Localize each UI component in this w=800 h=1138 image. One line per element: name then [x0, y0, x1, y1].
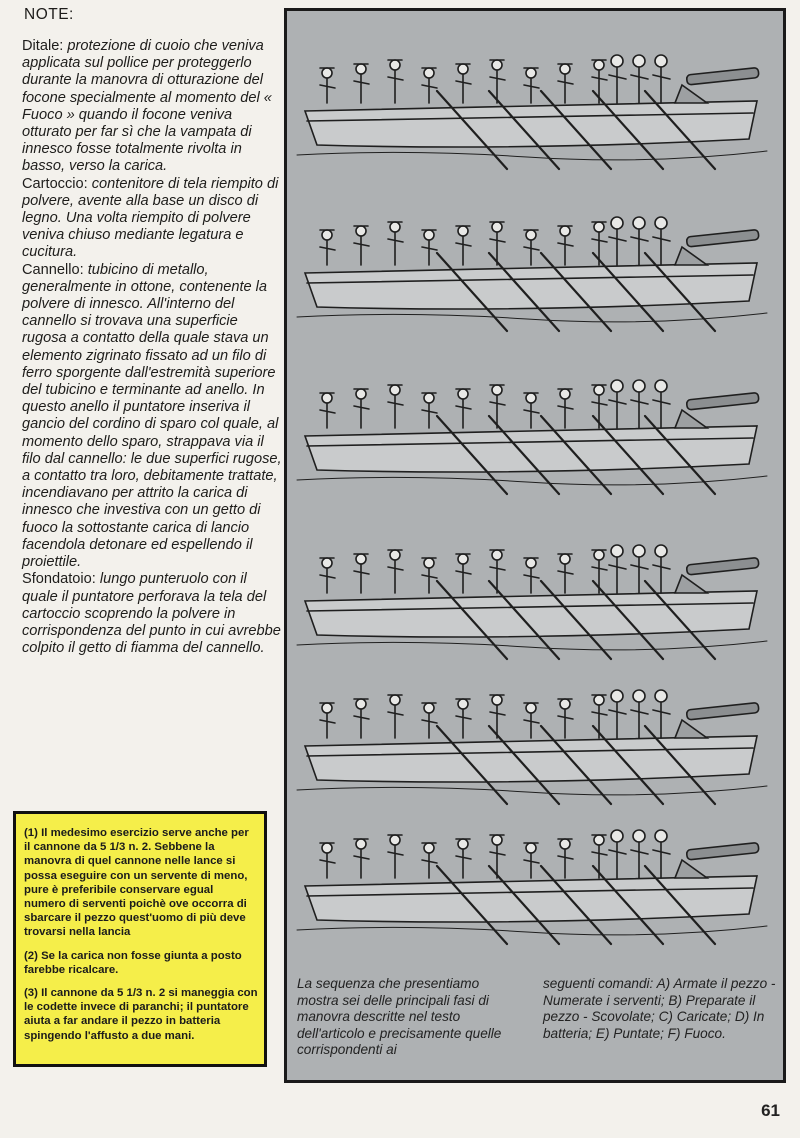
- crew-head: [390, 550, 400, 560]
- crew-body: [524, 853, 539, 878]
- crew-head: [424, 558, 434, 568]
- gunner-body: [631, 67, 648, 103]
- crew-body: [456, 74, 471, 103]
- cannon-carriage: [675, 575, 707, 593]
- crew-head: [594, 695, 604, 705]
- water-line: [297, 641, 767, 650]
- crew-body: [490, 395, 505, 428]
- crew-body: [558, 236, 573, 265]
- caption-part-2: seguenti comandi: A) Armate il pezzo - Numerate i serventi; B) Preparate il pezzo - Scovolate; C) Caricate; D) In batteria; E) Puntate; F) Fuoco.: [543, 976, 776, 1041]
- crew-body: [388, 560, 403, 593]
- crew-head: [322, 843, 332, 853]
- crew-body: [558, 709, 573, 738]
- note-term: Sfondatoio:: [22, 571, 96, 588]
- crew-body: [490, 705, 505, 738]
- water-line: [297, 476, 767, 485]
- boat-drill-illustration: [284, 8, 786, 1083]
- gunner-body: [631, 842, 648, 878]
- crew-body: [592, 232, 607, 265]
- crew-body: [592, 845, 607, 878]
- crew-body: [558, 849, 573, 878]
- gunner-body: [609, 229, 626, 265]
- gunner-head: [611, 830, 623, 842]
- crew-body: [456, 709, 471, 738]
- crew-body: [558, 74, 573, 103]
- boat-scene: [297, 380, 767, 494]
- crew-head: [560, 226, 570, 236]
- crew-body: [456, 399, 471, 428]
- gunner-body: [631, 702, 648, 738]
- crew-head: [526, 393, 536, 403]
- gunner-body: [631, 557, 648, 593]
- crew-body: [592, 705, 607, 738]
- crew-body: [388, 845, 403, 878]
- note-definition: tubicino di metallo, generalmente in ottone, contenente la polvere di innesco. All'interno del cannello si trovava una superficie rugosa a contatto della quale stava un elemento zigrinato fissato ad un filo di ferro sporgente dall'estremità superiore del tubicino e terminante ad anello. In questo anello il puntatore inseriva il gancio del cordino di sparo col quale, al momento dello sparo, strappava via il filo dal cannello: le due superfici rugose, a contatto tra loro, debitamente trattate, incendiavano per attrito la carica di innesco che investiva con un getto di fuoco la sottostante carica di lancio facendola detonare ed espellendo il proiettile.: [22, 261, 282, 571]
- gunner-head: [633, 830, 645, 842]
- gunner-body: [631, 229, 648, 265]
- note-definition: lungo punteruolo con il quale il puntatore perforava la tela del cartoccio scoprendo la polvere in corrispondenza del punto in cui avrebbe colpito il getto di fiamma del cannello.: [22, 571, 281, 657]
- crew-body: [354, 849, 369, 878]
- gunner-body: [631, 392, 648, 428]
- page-number: 61: [761, 1101, 780, 1120]
- crew-body: [354, 74, 369, 103]
- crew-head: [356, 226, 366, 236]
- note-term: Ditale:: [22, 38, 64, 54]
- footnote-2: (2) Se la carica non fosse giunta a posto farebbe ricalcare.: [24, 949, 242, 976]
- crew-head: [594, 60, 604, 70]
- cannon-barrel: [686, 393, 759, 410]
- crew-head: [526, 843, 536, 853]
- crew-head: [322, 68, 332, 78]
- water-line: [297, 926, 767, 935]
- crew-head: [594, 835, 604, 845]
- crew-head: [526, 558, 536, 568]
- gunner-head: [655, 55, 667, 67]
- footnote-1: (1) Il medesimo esercizio serve anche per il cannone da 5 1/3 n. 2. Sebbene la manovra di quel cannone nelle lance si possa eseguire con un servente di meno, pure è preferibile conservare egual numero di serventi poichè ove occorra di sbarcare il pezzo quest'uomo di più deve trovarsi nella lancia: [24, 827, 249, 939]
- crew-body: [456, 849, 471, 878]
- crew-head: [322, 558, 332, 568]
- crew-body: [320, 713, 335, 738]
- crew-body: [320, 240, 335, 265]
- footnote-3: (3) Il cannone da 5 1/3 n. 2 si maneggia con le codette invece di paranchi; il puntatore aiuta a far andare il pezzo in batteria spingendo l'affusto a due mani.: [24, 987, 258, 1042]
- crew-head: [322, 393, 332, 403]
- note-term: Cartoccio:: [22, 175, 88, 192]
- water-line: [297, 313, 767, 322]
- water-line: [297, 151, 767, 160]
- boat-scene: [297, 545, 767, 659]
- crew-head: [390, 60, 400, 70]
- note-cannello: [22, 262, 284, 572]
- crew-body: [388, 395, 403, 428]
- crew-head: [356, 839, 366, 849]
- crew-body: [320, 853, 335, 878]
- gunner-body: [653, 557, 670, 593]
- crew-body: [592, 70, 607, 103]
- crew-head: [424, 843, 434, 853]
- cannon-carriage: [675, 85, 707, 103]
- gunner-head: [655, 217, 667, 229]
- crew-head: [458, 839, 468, 849]
- cannon-carriage: [675, 410, 707, 428]
- crew-head: [424, 703, 434, 713]
- crew-head: [492, 550, 502, 560]
- crew-body: [490, 70, 505, 103]
- crew-body: [354, 236, 369, 265]
- crew-head: [356, 699, 366, 709]
- crew-body: [490, 845, 505, 878]
- crew-head: [594, 550, 604, 560]
- gunner-head: [655, 830, 667, 842]
- crew-head: [594, 222, 604, 232]
- gunner-body: [653, 67, 670, 103]
- cannon-carriage: [675, 860, 707, 878]
- crew-head: [560, 554, 570, 564]
- crew-body: [490, 560, 505, 593]
- crew-head: [526, 230, 536, 240]
- crew-head: [458, 64, 468, 74]
- crew-head: [356, 389, 366, 399]
- crew-head: [356, 64, 366, 74]
- crew-head: [390, 385, 400, 395]
- crew-body: [524, 78, 539, 103]
- gunner-body: [653, 842, 670, 878]
- gunner-head: [655, 545, 667, 557]
- cannon-barrel: [686, 558, 759, 575]
- crew-body: [354, 564, 369, 593]
- crew-head: [458, 226, 468, 236]
- crew-body: [320, 568, 335, 593]
- boat-scene: [297, 55, 767, 169]
- caption-part-1: La sequenza che presentiamo mostra sei delle principali fasi di manovra descritte nel testo dell'articolo e precisamente quelle corrispondenti ai: [297, 976, 502, 1058]
- crew-body: [524, 403, 539, 428]
- water-line: [297, 786, 767, 795]
- notes-title: NOTE:: [24, 6, 74, 23]
- cannon-barrel: [686, 843, 759, 860]
- crew-head: [560, 839, 570, 849]
- crew-head: [458, 389, 468, 399]
- crew-head: [390, 695, 400, 705]
- crew-body: [354, 709, 369, 738]
- crew-head: [492, 60, 502, 70]
- gunner-body: [653, 229, 670, 265]
- cannon-barrel: [686, 703, 759, 720]
- gunner-head: [655, 690, 667, 702]
- cannon-carriage: [675, 720, 707, 738]
- crew-head: [322, 230, 332, 240]
- crew-body: [592, 395, 607, 428]
- gunner-head: [611, 217, 623, 229]
- crew-head: [390, 835, 400, 845]
- gunner-head: [611, 545, 623, 557]
- crew-body: [320, 403, 335, 428]
- gunner-body: [653, 392, 670, 428]
- crew-body: [592, 560, 607, 593]
- gunner-head: [633, 545, 645, 557]
- boat-scene: [297, 830, 767, 944]
- crew-head: [492, 835, 502, 845]
- gunner-body: [653, 702, 670, 738]
- boat-scene: [297, 217, 767, 331]
- crew-body: [524, 568, 539, 593]
- crew-head: [526, 68, 536, 78]
- crew-body: [524, 240, 539, 265]
- crew-head: [526, 703, 536, 713]
- note-ditale: [22, 38, 284, 176]
- crew-head: [458, 699, 468, 709]
- gunner-body: [609, 392, 626, 428]
- notes-column: [22, 6, 284, 657]
- note-definition: protezione di cuoio che veniva applicata sul pollice per proteggerlo durante la manovra di otturazione del focone specialmente al momento del « Fuoco » quando il focone veniva otturato per far sì che la vampata di innesco fosse totalmente rivolta in basso, verso la carica.: [22, 38, 272, 175]
- gunner-head: [655, 380, 667, 392]
- gunner-head: [611, 690, 623, 702]
- crew-body: [422, 853, 437, 878]
- gunner-body: [609, 67, 626, 103]
- crew-head: [492, 695, 502, 705]
- boat-sequence-drawing: [287, 11, 783, 961]
- crew-body: [422, 403, 437, 428]
- crew-head: [424, 230, 434, 240]
- crew-head: [424, 68, 434, 78]
- crew-head: [560, 389, 570, 399]
- gunner-head: [633, 380, 645, 392]
- crew-body: [456, 236, 471, 265]
- crew-body: [422, 78, 437, 103]
- note-sfondatoio: [22, 571, 284, 657]
- crew-body: [422, 568, 437, 593]
- gunner-head: [633, 690, 645, 702]
- gunner-head: [611, 380, 623, 392]
- crew-head: [560, 64, 570, 74]
- gunner-body: [609, 702, 626, 738]
- crew-head: [458, 554, 468, 564]
- crew-head: [390, 222, 400, 232]
- gunner-head: [611, 55, 623, 67]
- crew-head: [492, 385, 502, 395]
- crew-head: [424, 393, 434, 403]
- crew-body: [320, 78, 335, 103]
- crew-head: [356, 554, 366, 564]
- gunner-head: [633, 55, 645, 67]
- crew-body: [354, 399, 369, 428]
- crew-body: [388, 705, 403, 738]
- crew-head: [492, 222, 502, 232]
- crew-head: [594, 385, 604, 395]
- note-definition: contenitore di tela riempito di polvere, avente alla base un disco di legno. Una volta riempito di polvere veniva chiuso mediante legatura e cucitura.: [22, 175, 279, 261]
- crew-body: [388, 70, 403, 103]
- note-term: Cannello:: [22, 261, 84, 278]
- crew-body: [456, 564, 471, 593]
- crew-body: [558, 399, 573, 428]
- gunner-body: [609, 557, 626, 593]
- gunner-head: [633, 217, 645, 229]
- notes-body: [22, 38, 284, 657]
- cannon-barrel: [686, 230, 759, 247]
- boat-scene: [297, 690, 767, 804]
- cannon-barrel: [686, 68, 759, 85]
- crew-head: [322, 703, 332, 713]
- crew-body: [524, 713, 539, 738]
- crew-body: [558, 564, 573, 593]
- footnotes-box: [13, 811, 267, 1067]
- crew-head: [560, 699, 570, 709]
- crew-body: [422, 713, 437, 738]
- crew-body: [490, 232, 505, 265]
- crew-body: [422, 240, 437, 265]
- note-cartoccio: [22, 176, 284, 262]
- cannon-carriage: [675, 247, 707, 265]
- gunner-body: [609, 842, 626, 878]
- crew-body: [388, 232, 403, 265]
